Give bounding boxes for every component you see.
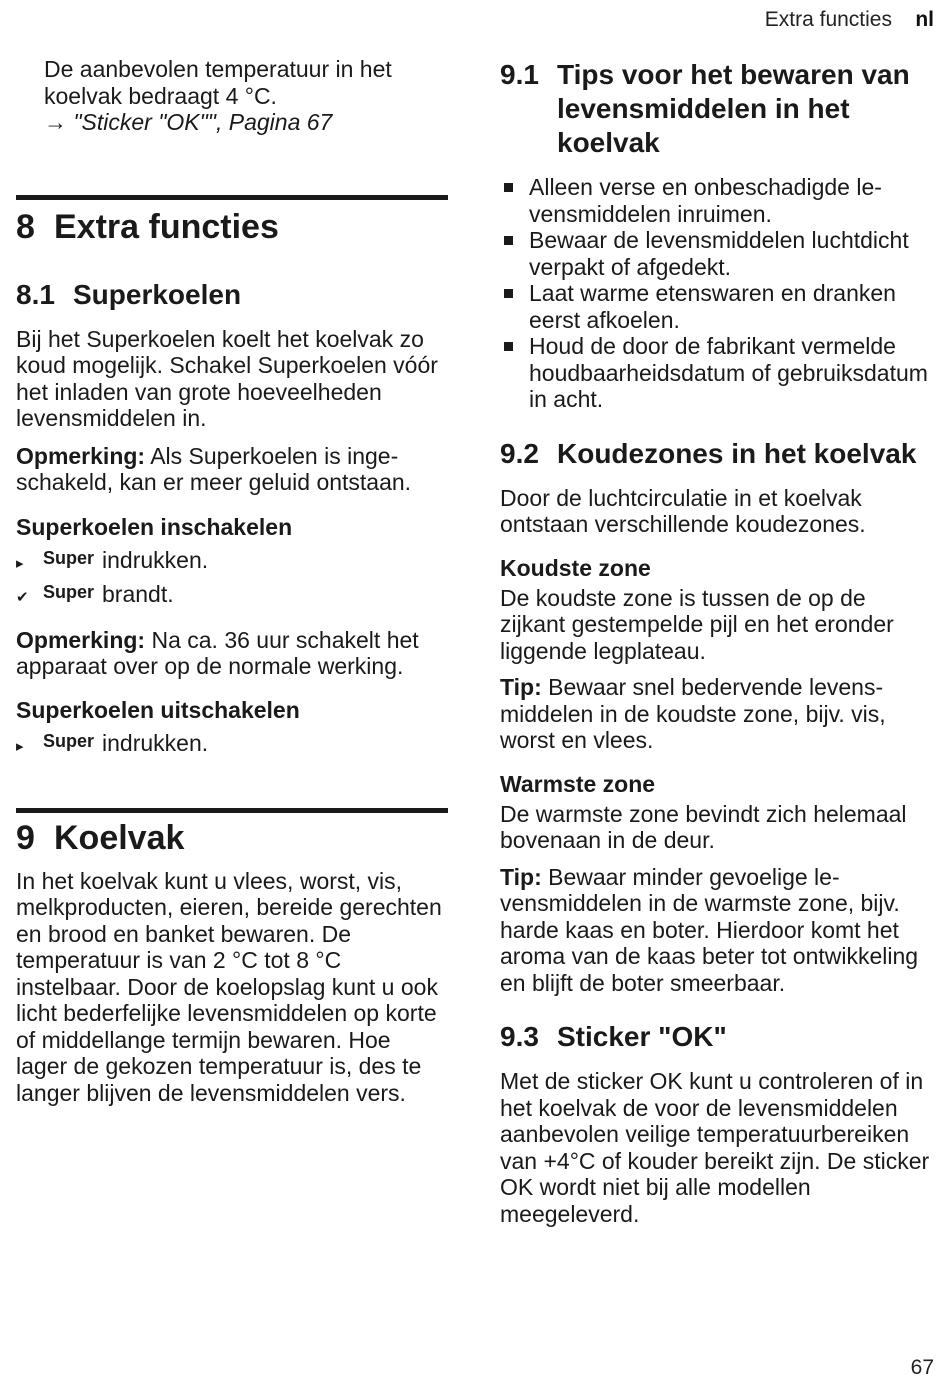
section-title: Koelvak — [54, 818, 185, 857]
note-label: Opmerking: — [16, 626, 146, 653]
running-header-language: nl — [915, 8, 934, 31]
step-arrow-icon: ▸ — [16, 554, 24, 572]
bullet-square-icon — [504, 236, 513, 245]
section-title: Extra functies — [54, 207, 279, 246]
koudezones-paragraph: Door de luchtcirculatie in et koelvak ontstaan verschillende koudezones. — [500, 484, 866, 537]
list-item-text: Laat warme etenswaren en dranken eerst afkoelen. — [529, 280, 896, 333]
section-title: Sticker "OK" — [557, 1021, 727, 1052]
step-result-super-lit — [16, 579, 448, 613]
section-number: 8 — [16, 207, 35, 246]
tip-label: Tip: — [500, 863, 542, 890]
tip-label: Tip: — [500, 674, 542, 700]
step-press-super-off — [16, 728, 448, 762]
list-item-text: Houd de door de fabrikant vermelde houdbaarheidsdatum of gebruiksdatum in acht. — [529, 333, 928, 412]
super-key-label: Super — [43, 547, 95, 568]
section-number: 9.3 — [500, 1021, 539, 1052]
section-title: Superkoelen — [73, 278, 242, 310]
section-9-2-heading — [500, 437, 932, 471]
section-9-1-heading — [500, 58, 932, 160]
note-text: Als Superkoelen is ingeschakeld, kan er meer geluid ontstaan. — [16, 442, 412, 495]
list-item — [500, 174, 932, 227]
note-superkoelen-noise — [16, 443, 448, 496]
step-text: indrukken. — [102, 729, 209, 756]
list-item-text: Alleen verse en onbeschadigde levensmiddelen inruimen. — [529, 174, 882, 227]
tip-text: Bewaar snel bedervende levensmiddelen in de koudste zone, bijv. vis, worst en vlees. — [500, 674, 886, 753]
coldest-zone-paragraph: De koudste zone is tussen de op de zijkant gestempelde pijl en het eronder liggende legplateau. — [500, 584, 894, 664]
section-number: 9.1 — [500, 59, 539, 90]
note-superkoelen-duration — [16, 627, 448, 680]
section-number: 9.2 — [500, 437, 539, 469]
section-8-1-heading — [16, 278, 448, 312]
section-number: 9 — [16, 818, 35, 857]
section-rule — [16, 195, 448, 200]
bullet-square-icon — [504, 289, 513, 298]
section-number: 8.1 — [16, 278, 55, 310]
warmest-zone-paragraph: De warmste zone bevindt zich helemaal bovenaan in de deur. — [500, 800, 907, 853]
list-item — [500, 280, 932, 333]
intro-block — [16, 56, 448, 136]
bullet-square-icon — [504, 342, 513, 351]
sticker-ok-paragraph: Met de sticker OK kunt u controleren of in het koelvak de voor de levensmiddelen aanbevolen veilige temperatuurbereiken van +4°C of kouder bereikt zijn. De sticker OK wordt niet bij alle modellen meegeleverd. — [500, 1068, 930, 1227]
tip-coldest-zone — [500, 674, 932, 754]
section-9-3-heading — [500, 1020, 932, 1054]
coldest-zone-heading: Koudste zone — [500, 554, 651, 581]
right-column — [500, 56, 932, 1227]
list-item — [500, 333, 932, 413]
page-number: 67 — [910, 1356, 934, 1379]
superkoelen-on-heading: Superkoelen inschakelen — [16, 513, 293, 540]
step-text: brandt. — [102, 580, 174, 607]
step-text: indrukken. — [102, 546, 209, 573]
section-9-heading — [16, 818, 448, 858]
left-column — [16, 56, 448, 1106]
koelvak-paragraph: In het koelvak kunt u vlees, worst, vis, melkproducten, eieren, bereide gerechten en brood en banket bewaren. De temperatuur is van 2 °C tot 8 °C instelbaar. Door de koelopslag kunt u ook licht bederfelijke levensmiddelen op korte of middellange termijn bewaren. Hoe lager de gekozen temperatuur is, des te langer blijven de levensmiddelen vers. — [16, 867, 442, 1106]
superkoelen-paragraph: Bij het Superkoelen koelt het koelvak zo koud mogelijk. Schakel Superkoelen vóór het inladen van grote hoeveelheden levensmiddelen in. — [16, 325, 438, 431]
check-icon: ✔ — [16, 588, 29, 606]
tip-warmest-zone — [500, 864, 932, 997]
step-press-super — [16, 545, 448, 579]
section-rule — [16, 808, 448, 813]
running-header-section: Extra functies — [764, 8, 892, 31]
intro-text: De aanbevolen temperatuur in het koelvak bedraagt 4 °C. — [44, 56, 392, 109]
tip-text: Bewaar minder gevoelige levensmiddelen in de warmste zone, bijv. harde kaas en boter. Hierdoor komt het aroma van de kaas beter tot ontwikkeling en blijft de boter smeerbaar. — [500, 863, 919, 996]
section-title: Tips voor het bewaren van levensmiddelen in het koelvak — [557, 59, 910, 158]
list-item-text: Bewaar de levensmiddelen luchtdicht verpakt of afgedekt. — [529, 227, 909, 280]
list-item — [500, 227, 932, 280]
section-8-heading — [16, 207, 448, 247]
bullet-square-icon — [504, 183, 513, 192]
super-key-label: Super — [43, 581, 95, 602]
super-key-label: Super — [43, 730, 95, 751]
note-label: Opmerking: — [16, 442, 146, 469]
section-title: Koudezones in het koelvak — [557, 437, 917, 469]
storage-tips-list — [500, 174, 932, 413]
superkoelen-off-heading: Superkoelen uitschakelen — [16, 696, 300, 723]
warmest-zone-heading: Warmste zone — [500, 770, 656, 797]
intro-cross-reference[interactable]: → "Sticker "OK"", Pagina 67 — [44, 109, 333, 135]
note-text: Na ca. 36 uur schakelt het apparaat over op de normale werking. — [16, 626, 419, 679]
step-arrow-icon: ▸ — [16, 737, 24, 755]
